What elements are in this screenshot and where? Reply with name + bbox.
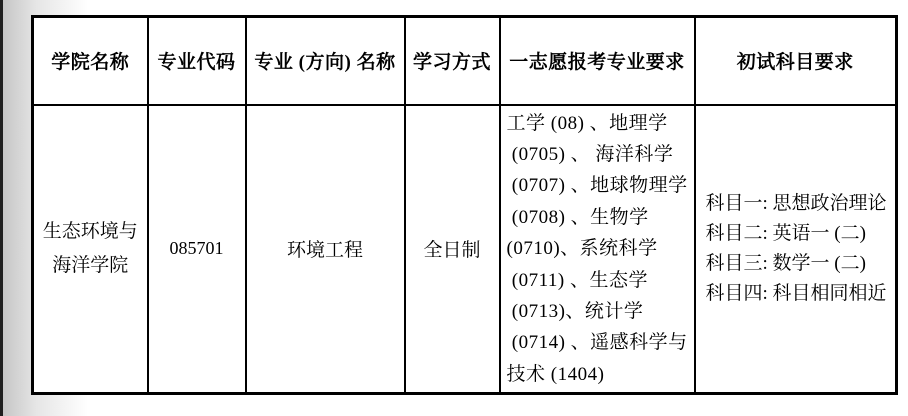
header-row (33, 17, 897, 105)
cell-college-name (33, 105, 148, 394)
header-study-mode: 学习方式 (405, 17, 500, 105)
header-major-code: 专业代码 (148, 17, 246, 105)
cell-major-code: 085701 (148, 105, 246, 394)
header-college-name: 学院名称 (33, 17, 148, 105)
requirement-line: (0711) 、生态学 (506, 269, 648, 291)
requirement-line: (0708) 、生物学 (506, 206, 649, 228)
header-first-choice-requirements: 一志愿报考专业要求 (500, 17, 695, 105)
subject-line: 科目三: 数学一 (二) (705, 252, 866, 274)
header-initial-exam-subjects: 初试科目要求 (695, 17, 897, 105)
requirement-line: 工学 (08) 、地理学 (506, 112, 668, 134)
requirement-line: (0713)、统计学 (506, 300, 644, 322)
requirement-line: (0710)、系统科学 (506, 238, 658, 260)
cell-first-choice-requirements (500, 105, 695, 394)
college-name-line-1: 生态环境与 (42, 220, 138, 242)
subject-line: 科目一: 思想政治理论 (705, 192, 887, 214)
table-row (33, 105, 897, 394)
admissions-requirements-table (31, 15, 898, 395)
subject-line: 科目四: 科目相同相近 (705, 282, 887, 304)
requirement-line: 技术 (1404) (506, 363, 605, 385)
cell-major-name: 环境工程 (246, 105, 405, 394)
subject-line: 科目二: 英语一 (二) (705, 222, 866, 244)
requirement-line: (0707) 、地球物理学 (506, 175, 688, 197)
requirement-line: (0714) 、遥感科学与 (506, 332, 688, 354)
cell-initial-exam-subjects (695, 105, 897, 394)
college-name-line-2: 海洋学院 (52, 254, 129, 276)
cell-study-mode: 全日制 (405, 105, 500, 394)
requirement-line: (0705) 、 海洋科学 (506, 143, 674, 165)
header-major-direction-name: 专业 (方向) 名称 (246, 17, 405, 105)
